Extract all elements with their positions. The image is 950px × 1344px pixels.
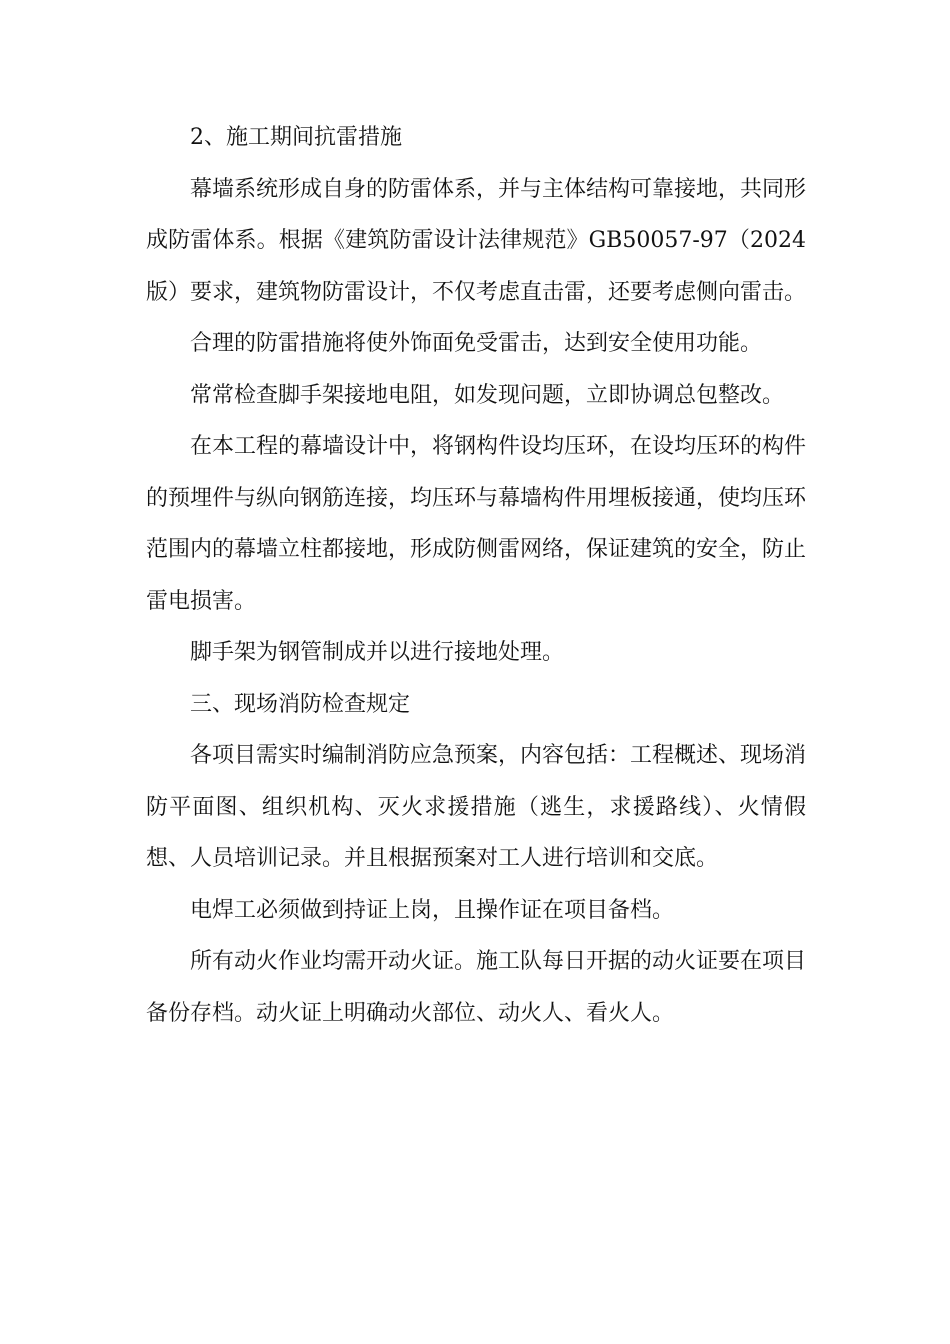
paragraph: 所有动火作业均需开动火证。施工队每日开据的动火证要在项目备份存档。动火证上明确动火部位、动火人、看火人。 [146,949,807,1026]
paragraph: 幕墙系统形成自身的防雷体系，并与主体结构可靠接地，共同形成防雷体系。根据《建筑防雷设计法律规范》GB50057-97（2024版）要求，建筑物防雷设计，不仅考虑直击雷，还要考虑侧向雷击。 [146,176,807,305]
section-heading-fire: 三、现场消防检查规定 [190,691,411,717]
paragraph: 各项目需实时编制消防应急预案，内容包括：工程概述、现场消防平面图、组织机构、灭火求援措施（逃生，求援路线）、火情假想、人员培训记录。并且根据预案对工人进行培训和交底。 [146,743,807,871]
paragraph: 脚手架为钢管制成并以进行接地处理。 [190,640,565,665]
paragraph: 合理的防雷措施将使外饰面免受雷击，达到安全使用功能。 [190,331,763,356]
paragraph: 在本工程的幕墙设计中，将钢构件设均压环，在设均压环的构件的预埋件与纵向钢筋连接，均压环与幕墙构件用埋板接通，使均压环范围内的幕墙立柱都接地，形成防侧雷网络，保证建筑的安全，防止雷电损害。 [146,434,807,614]
document-body [146,112,806,1039]
paragraph: 电焊工必须做到持证上岗，且操作证在项目备档。 [190,897,675,923]
section-heading-lightning: 2、施工期间抗雷措施 [190,125,402,150]
paragraph: 常常检查脚手架接地电阻，如发现问题，立即协调总包整改。 [190,382,785,408]
